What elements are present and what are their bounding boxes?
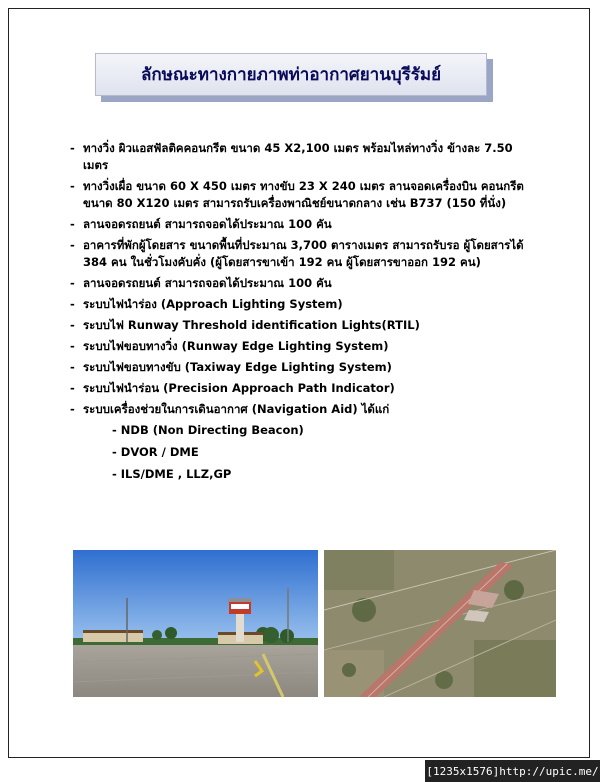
- nav-aid-list: [70, 422, 540, 483]
- bullet: -: [70, 238, 75, 252]
- list-item: [70, 178, 540, 212]
- page-title: ลักษณะทางกายภาพท่าอากาศยานบุรีรัมย์: [140, 65, 442, 85]
- list-item: [70, 317, 540, 334]
- list-item: [70, 338, 540, 355]
- nav-aid-item: - NDB (Non Directing Beacon): [112, 423, 304, 437]
- bullet: -: [70, 141, 75, 155]
- bullet: -: [70, 217, 75, 231]
- item-text: ระบบไฟนำร่อน (Precision Approach Path Indicator): [83, 381, 395, 395]
- bullet: -: [70, 402, 75, 416]
- list-item: [70, 296, 540, 313]
- item-text: ระบบเครื่องช่วยในการเดินอากาศ (Navigation Aid) ได้แก่: [83, 402, 390, 416]
- list-item: [70, 359, 540, 376]
- airport-tower-photo: [73, 550, 318, 697]
- list-item: [70, 275, 540, 292]
- item-text: ระบบไฟขอบทางวิ่ง (Runway Edge Lighting System): [83, 339, 389, 353]
- bullet: -: [70, 276, 75, 290]
- nav-aid-item: - DVOR / DME: [112, 445, 199, 459]
- footer-text: [1235x1576]http://upic.me/: [426, 764, 599, 778]
- title-box: [95, 53, 487, 96]
- bullet: -: [70, 381, 75, 395]
- item-text: ทางวิ่ง ผิวแอสฟัลติคคอนกรีต ขนาด 45 X2,100 เมตร พร้อมไหล่ทางวิ่ง ข้างละ 7.50 เมตร: [83, 141, 513, 172]
- list-item: [70, 380, 540, 397]
- item-text: ระบบไฟ Runway Threshold identification Lights(RTIL): [83, 318, 420, 332]
- item-text: ลานจอดรถยนต์ สามารถจอดได้ประมาณ 100 คัน: [83, 217, 332, 231]
- bullet: -: [70, 318, 75, 332]
- item-text: อาคารที่พักผู้โดยสาร ขนาดพื้นที่ประมาณ 3,700 ตารางเมตร สามารถรับรอ ผู้โดยสารได้ 384 คน ในชั่วโมงคับคั่ง (ผู้โดยสารขาเข้า 192 คน ผู้โดยสารขาออก 192 คน): [83, 238, 524, 269]
- item-text: ระบบไฟนำร่อง (Approach Lighting System): [83, 297, 343, 311]
- bullet: -: [70, 297, 75, 311]
- bullet: -: [70, 339, 75, 353]
- bullet: -: [70, 179, 75, 193]
- item-text: ระบบไฟขอบทางขับ (Taxiway Edge Lighting System): [83, 360, 392, 374]
- list-item: [70, 140, 540, 174]
- nav-aid-item: - ILS/DME , LLZ,GP: [112, 467, 232, 481]
- image-footer: [425, 760, 600, 782]
- list-item: [70, 237, 540, 271]
- list-item: [70, 401, 540, 418]
- item-text: ลานจอดรถยนต์ สามารถจอดได้ประมาณ 100 คัน: [83, 276, 332, 290]
- list-item: [70, 216, 540, 233]
- content-list: [70, 140, 540, 488]
- aerial-runway-photo: [324, 550, 556, 697]
- bullet: -: [70, 360, 75, 374]
- item-text: ทางวิ่งเผื่อ ขนาด 60 X 450 เมตร ทางขับ 23 X 240 เมตร ลานจอดเครื่องบิน คอนกรีต ขนาด 80 X120 เมตร สามารถรับเครื่องพาณิชย์ขนาดกลาง เช่น B737 (150 ที่นั่ง): [83, 179, 524, 210]
